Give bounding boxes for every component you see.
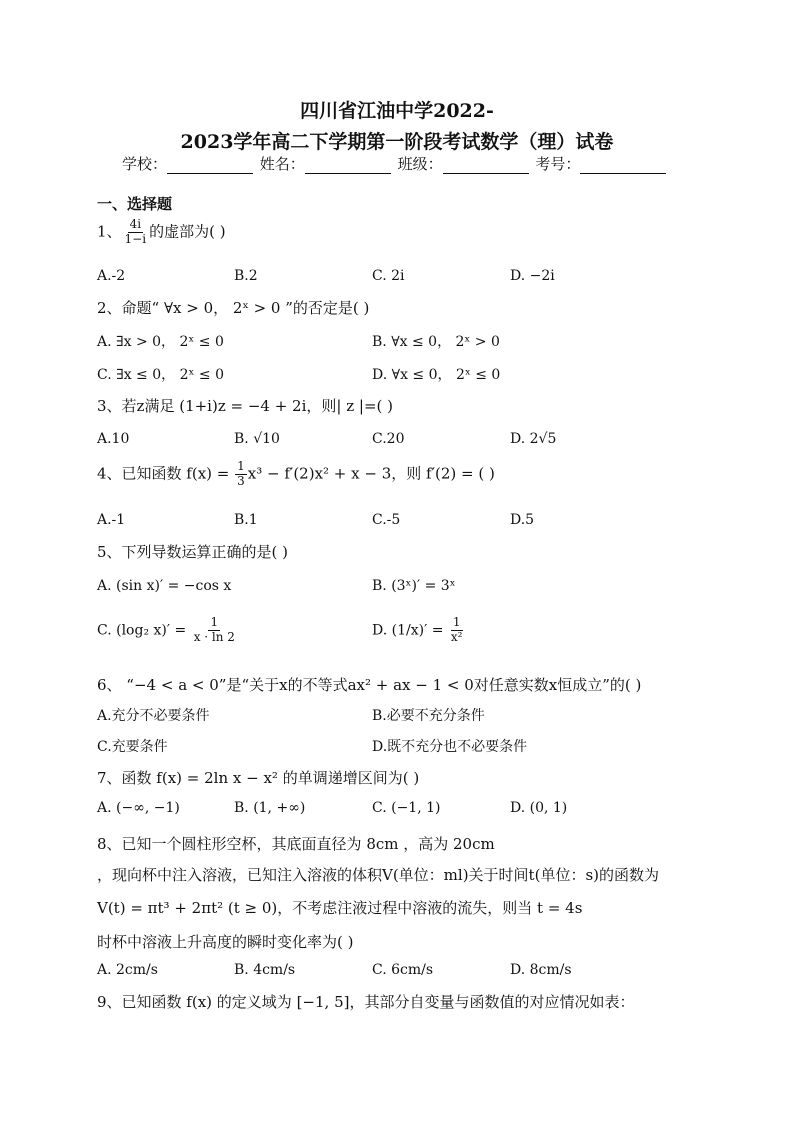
question-8-line-1: 8、已知一个圆柱形空杯，其底面直径为 8cm ，高为 20cm: [97, 835, 495, 853]
q7-option-d: D. (0, 1): [510, 800, 568, 816]
q3-option-b: B. √10: [234, 431, 280, 447]
question-8-line-3: V(t) = πt³ + 2πt² (t ≥ 0)，不考虑注液过程中溶液的流失，则当 t = 4s: [97, 899, 583, 917]
q2-option-b: B. ∀x ≤ 0， 2ˣ > 0: [372, 334, 500, 350]
q5-option-d-fraction: [449, 616, 465, 645]
q1-option-b: B.2: [234, 268, 258, 284]
q4-option-d: D.5: [510, 512, 535, 528]
q5-option-c: [97, 616, 238, 645]
class-blank[interactable]: [443, 157, 529, 174]
fraction-numerator: 1: [452, 615, 461, 629]
q4-option-b: B.1: [234, 512, 258, 528]
q5-option-d-text: D. (1/x)′ =: [372, 622, 448, 639]
question-8-line-4: 时杯中溶液上升高度的瞬时变化率为( ): [97, 933, 354, 951]
q6-option-c: C.充要条件: [97, 739, 168, 755]
school-blank[interactable]: [167, 157, 253, 174]
q7-option-a: A. (−∞, −1): [97, 800, 180, 816]
q2-option-c: C. ∃x ≤ 0， 2ˣ ≤ 0: [97, 367, 224, 383]
question-3: 3、若z满足 (1+i)z = −4 + 2i，则| z |=( ): [97, 397, 393, 415]
fraction-denominator: x²: [450, 629, 463, 644]
fraction-denominator: 3: [237, 473, 245, 488]
q8-option-c: C. 6cm/s: [372, 962, 434, 978]
student-info-row: [122, 153, 668, 174]
title-line-1: 四川省江油中学2022-: [300, 100, 494, 122]
q2-option-d: D. ∀x ≤ 0， 2ˣ ≤ 0: [372, 367, 501, 383]
q2-option-a: A. ∃x > 0， 2ˣ ≤ 0: [97, 334, 224, 350]
exam-number-label: 考号：: [535, 155, 581, 173]
question-9: 9、已知函数 f(x) 的定义域为 [−1, 5]，其部分自变量与函数值的对应情况如表：: [97, 993, 635, 1011]
question-4-prefix: 4、已知函数 f(x) =: [97, 464, 235, 483]
name-label: 姓名：: [259, 155, 305, 173]
q5-option-a: A. (sin x)′ = −cos x: [97, 578, 232, 594]
question-1-suffix: 的虚部为( ): [149, 222, 226, 241]
q5-option-c-text: C. (log₂ x)′ =: [97, 622, 191, 639]
q8-option-b: B. 4cm/s: [234, 962, 296, 978]
q6-option-b: B.必要不充分条件: [372, 708, 485, 724]
q1-option-a: A.-2: [97, 268, 126, 284]
q3-option-c: C.20: [372, 431, 405, 447]
question-1-fraction: [123, 218, 149, 247]
q1-option-d: D. −2i: [510, 268, 555, 284]
exam-number-blank[interactable]: [580, 157, 666, 174]
fraction-numerator: 4i: [129, 217, 142, 231]
question-8-line-2: ，现向杯中注入溶液，已知注入溶液的体积V(单位：ml)关于时间t(单位：s)的函数为: [97, 866, 659, 884]
name-blank[interactable]: [305, 157, 391, 174]
section-title: 一、选择题: [97, 195, 173, 213]
q5-option-b: B. (3ˣ)′ = 3ˣ: [372, 578, 456, 594]
question-4: [97, 460, 495, 489]
q6-option-d: D.既不充分也不必要条件: [372, 739, 528, 755]
fraction-numerator: 1: [237, 459, 245, 473]
q7-option-b: B. (1, +∞): [234, 800, 306, 816]
question-1: [97, 218, 226, 247]
q4-option-c: C.-5: [372, 512, 401, 528]
q3-option-d: D. 2√5: [510, 431, 557, 447]
class-label: 班级：: [397, 155, 443, 173]
question-1-prefix: 1、: [97, 222, 122, 241]
fraction-denominator: x · ln 2: [193, 629, 235, 644]
fraction-denominator: 1−i: [124, 231, 147, 246]
q3-option-a: A.10: [97, 431, 130, 447]
school-label: 学校：: [122, 155, 168, 173]
question-5: 5、下列导数运算正确的是( ): [97, 543, 289, 561]
q7-option-c: C. (−1, 1): [372, 800, 441, 816]
q5-option-c-fraction: [192, 616, 237, 645]
fraction-numerator: 1: [210, 615, 219, 629]
question-2: 2、命题“ ∀x > 0， 2ˣ > 0 ”的否定是( ): [97, 299, 370, 317]
q8-option-d: D. 8cm/s: [510, 962, 572, 978]
title-line-2: 2023学年高二下学期第一阶段考试数学（理）试卷: [180, 131, 614, 153]
question-4-suffix: x³ − f′(2)x² + x − 3，则 f′(2) = ( ): [247, 464, 495, 483]
question-6: 6、 “−4 < a < 0”是“关于x的不等式ax² + ax − 1 < 0对任意实数x恒成立”的( ): [97, 676, 642, 694]
q1-option-c: C. 2i: [372, 268, 405, 284]
q4-option-a: A.-1: [97, 512, 126, 528]
q6-option-a: A.充分不必要条件: [97, 708, 210, 724]
q5-option-d: [372, 616, 465, 645]
question-7: 7、函数 f(x) = 2ln x − x² 的单调递增区间为( ): [97, 769, 420, 787]
q8-option-a: A. 2cm/s: [97, 962, 158, 978]
question-4-fraction: [235, 460, 247, 489]
